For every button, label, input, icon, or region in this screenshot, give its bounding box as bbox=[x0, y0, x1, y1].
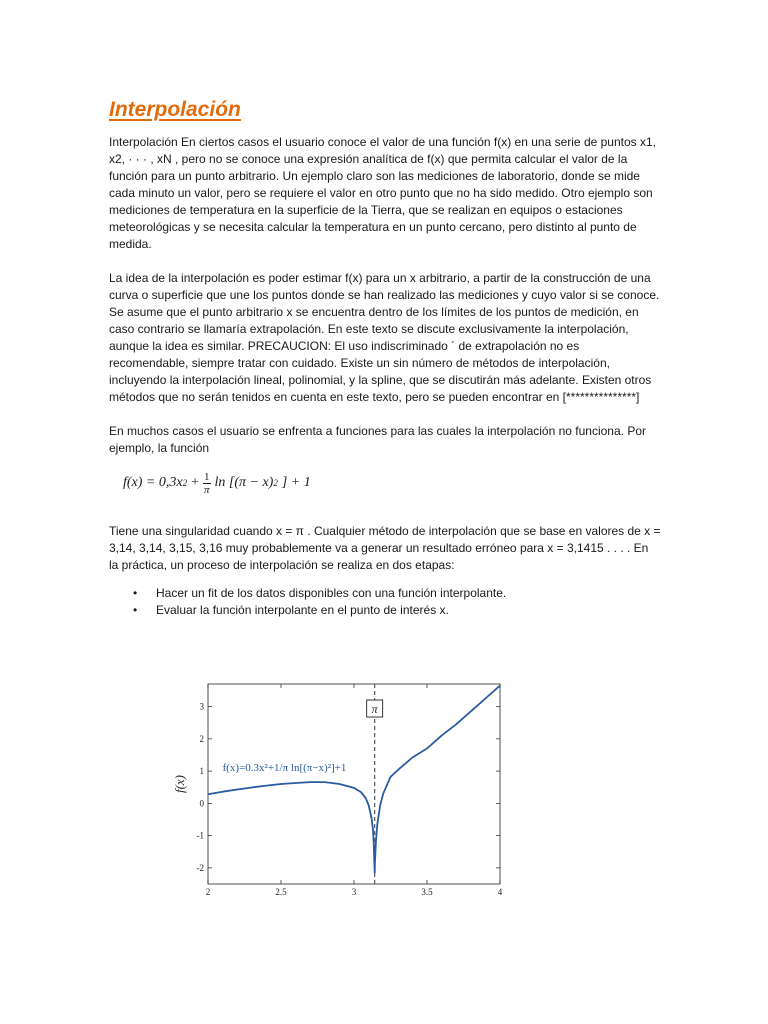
formula-exp: 2 bbox=[182, 478, 188, 488]
plot-svg bbox=[168, 672, 508, 902]
bullet-icon: • bbox=[133, 586, 138, 600]
bullet-icon: • bbox=[133, 603, 138, 617]
x-tick-label: 3.5 bbox=[421, 887, 433, 897]
paragraph-example: En muchos casos el usuario se enfrenta a funciones para las cuales la interpolación no funciona. Por ejemplo, la función bbox=[109, 424, 646, 455]
plot-frame bbox=[208, 684, 500, 884]
formula-lhs: f(x) = 0,3x bbox=[123, 475, 183, 490]
series-line bbox=[208, 686, 500, 873]
list-item bbox=[109, 585, 661, 602]
fraction-denominator: π bbox=[203, 483, 210, 496]
fraction-numerator: 1 bbox=[204, 470, 210, 483]
formula-rhs: ln [(π − x) bbox=[214, 475, 274, 490]
x-tick-label: 3 bbox=[351, 887, 357, 897]
y-tick-label: 0 bbox=[199, 798, 204, 809]
x-tick-label: 2 bbox=[205, 887, 211, 897]
x-tick-label: 4 bbox=[497, 887, 503, 897]
function-formula bbox=[123, 463, 661, 503]
function-plot bbox=[168, 672, 508, 902]
document-page bbox=[109, 98, 661, 619]
x-tick-label: 2.5 bbox=[275, 887, 287, 897]
y-tick-label: 3 bbox=[199, 701, 204, 712]
y-tick-label: 2 bbox=[199, 733, 204, 744]
list-item-text: Hacer un fit de los datos disponibles con una función interpolante. bbox=[156, 586, 507, 600]
y-tick-label: -1 bbox=[196, 830, 204, 841]
list-item bbox=[109, 602, 661, 619]
curve-annotation: f(x)=0.3x²+1/π ln[(π−x)²]+1 bbox=[222, 762, 347, 775]
formula-rhs-exp: 2 bbox=[273, 478, 278, 488]
y-axis-label: f(x) bbox=[172, 774, 187, 794]
paragraph-intro: Interpolación En ciertos casos el usuario conoce el valor de una función f(x) en una serie de puntos x1, x2, · · · , xN , pero no se conoce una expresión analítica de f(x) que permita calcular el valor de la función para un punto arbitrario. Un ejemplo claro son las mediciones de laboratorio, donde se mide cada minuto un valor, pero se requiere el valor en otro punto que no ha sido medido. Otro ejemplo son mediciones de temperatura en la superficie de la Tierra, que se realizan en equipos o estaciones meteorológicas y se necesita calcular la temperatura en un punto cercano, pero distinto al punto de medida. bbox=[109, 135, 656, 251]
paragraph-singularity: Tiene una singularidad cuando x = π . Cualquier método de interpolación que se base en valores de x = 3,14, 3,14, 3,15, 3,16 muy probablemente va a generar un resultado erróneo para x = 3,1415 . . . . En la práctica, un proceso de interpolación se realiza en dos etapas: bbox=[109, 524, 661, 572]
page-title: Interpolación bbox=[109, 98, 241, 121]
pi-marker-label: π bbox=[371, 702, 378, 716]
steps-list bbox=[109, 585, 661, 619]
y-tick-label: -2 bbox=[196, 862, 204, 873]
formula-plus: + bbox=[191, 475, 199, 490]
formula-fraction bbox=[203, 471, 211, 496]
paragraph-idea: La idea de la interpolación es poder estimar f(x) para un x arbitrario, a partir de la construcción de una curva o superficie que une los puntos donde se han realizado las mediciones y cuyo valor si se conoce. Se asume que el punto arbitrario x se encuentra dentro de los límites de los puntos de medición, en caso contrario se llamaría extrapolación. En este texto se discute exclusivamente la interpolación, aunque la idea es similar. PRECAUCION: El uso indiscriminado ´ de extrapolación no es recomendable, siempre tratar con cuidado. Existe un sin número de métodos de interpolación, incluyendo la interpolación lineal, polinomial, y la spline, que se discutirán más adelante. Existen otros métodos que no serán tenidos en cuenta en este texto, pero se pueden encontrar en [***************] bbox=[109, 271, 660, 404]
formula-rhs-end: ] + 1 bbox=[281, 475, 311, 490]
y-tick-label: 1 bbox=[199, 766, 204, 777]
list-item-text: Evaluar la función interpolante en el punto de interés x. bbox=[156, 603, 449, 617]
